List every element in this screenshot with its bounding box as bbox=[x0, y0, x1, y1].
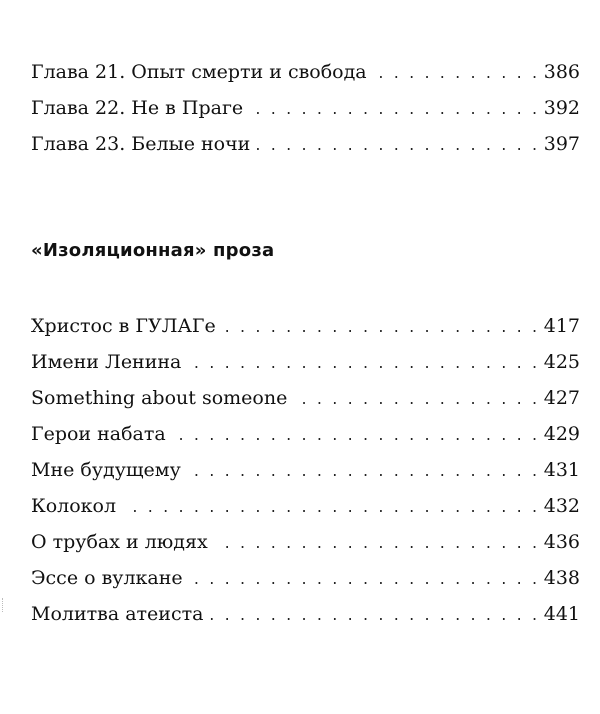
entry-title: Глава 21. Опыт смерти и свобода bbox=[31, 61, 367, 83]
toc-entry bbox=[31, 60, 580, 96]
toc-entry bbox=[31, 494, 580, 530]
toc-entry bbox=[31, 350, 580, 386]
entry-page-number: 441 bbox=[543, 603, 580, 625]
chapter-list bbox=[31, 60, 580, 168]
entry-title: Something about someone bbox=[31, 387, 288, 409]
entry-title: Молитва атеиста bbox=[31, 603, 204, 625]
toc-entry bbox=[31, 132, 580, 168]
dot-leader bbox=[256, 133, 539, 157]
entry-title: Мне будущему bbox=[31, 459, 181, 481]
entry-page-number: 427 bbox=[543, 387, 580, 409]
entry-page-number: 397 bbox=[543, 133, 580, 155]
scan-edge-mark bbox=[2, 598, 5, 612]
entry-title: Глава 23. Белые ночи bbox=[31, 133, 251, 155]
dot-leader bbox=[172, 423, 540, 447]
dot-leader bbox=[373, 61, 540, 85]
dot-leader bbox=[209, 603, 539, 627]
section-heading: «Изоляционная» проза bbox=[31, 240, 275, 261]
toc-entry bbox=[31, 566, 580, 602]
dot-leader bbox=[187, 459, 540, 483]
entry-page-number: 425 bbox=[543, 351, 580, 373]
entry-page-number: 417 bbox=[543, 315, 580, 337]
dot-leader bbox=[187, 351, 539, 375]
entry-page-number: 438 bbox=[543, 567, 580, 589]
entry-page-number: 432 bbox=[543, 495, 580, 517]
entry-title: Имени Ленина bbox=[31, 351, 182, 373]
section-entry-list bbox=[31, 314, 580, 638]
entry-page-number: 431 bbox=[543, 459, 580, 481]
entry-page-number: 429 bbox=[543, 423, 580, 445]
entry-title: Герои набата bbox=[31, 423, 166, 445]
dot-leader bbox=[293, 387, 539, 411]
toc-entry bbox=[31, 458, 580, 494]
entry-title: О трубах и людях bbox=[31, 531, 208, 553]
toc-entry bbox=[31, 422, 580, 458]
toc-entry bbox=[31, 530, 580, 566]
toc-entry bbox=[31, 602, 580, 638]
dot-leader bbox=[122, 495, 540, 519]
entry-page-number: 392 bbox=[543, 97, 580, 119]
dot-leader bbox=[222, 315, 540, 339]
entry-title: Эссе о вулкане bbox=[31, 567, 183, 589]
dot-leader bbox=[214, 531, 540, 555]
toc-entry bbox=[31, 314, 580, 350]
entry-title: Колокол bbox=[31, 495, 117, 517]
toc-entry bbox=[31, 96, 580, 132]
entry-page-number: 436 bbox=[543, 531, 580, 553]
toc-entry bbox=[31, 386, 580, 422]
entry-title: Христос в ГУЛАГе bbox=[31, 315, 216, 337]
entry-title: Глава 22. Не в Праге bbox=[31, 97, 244, 119]
dot-leader bbox=[189, 567, 540, 591]
dot-leader bbox=[249, 97, 540, 121]
entry-page-number: 386 bbox=[543, 61, 580, 83]
